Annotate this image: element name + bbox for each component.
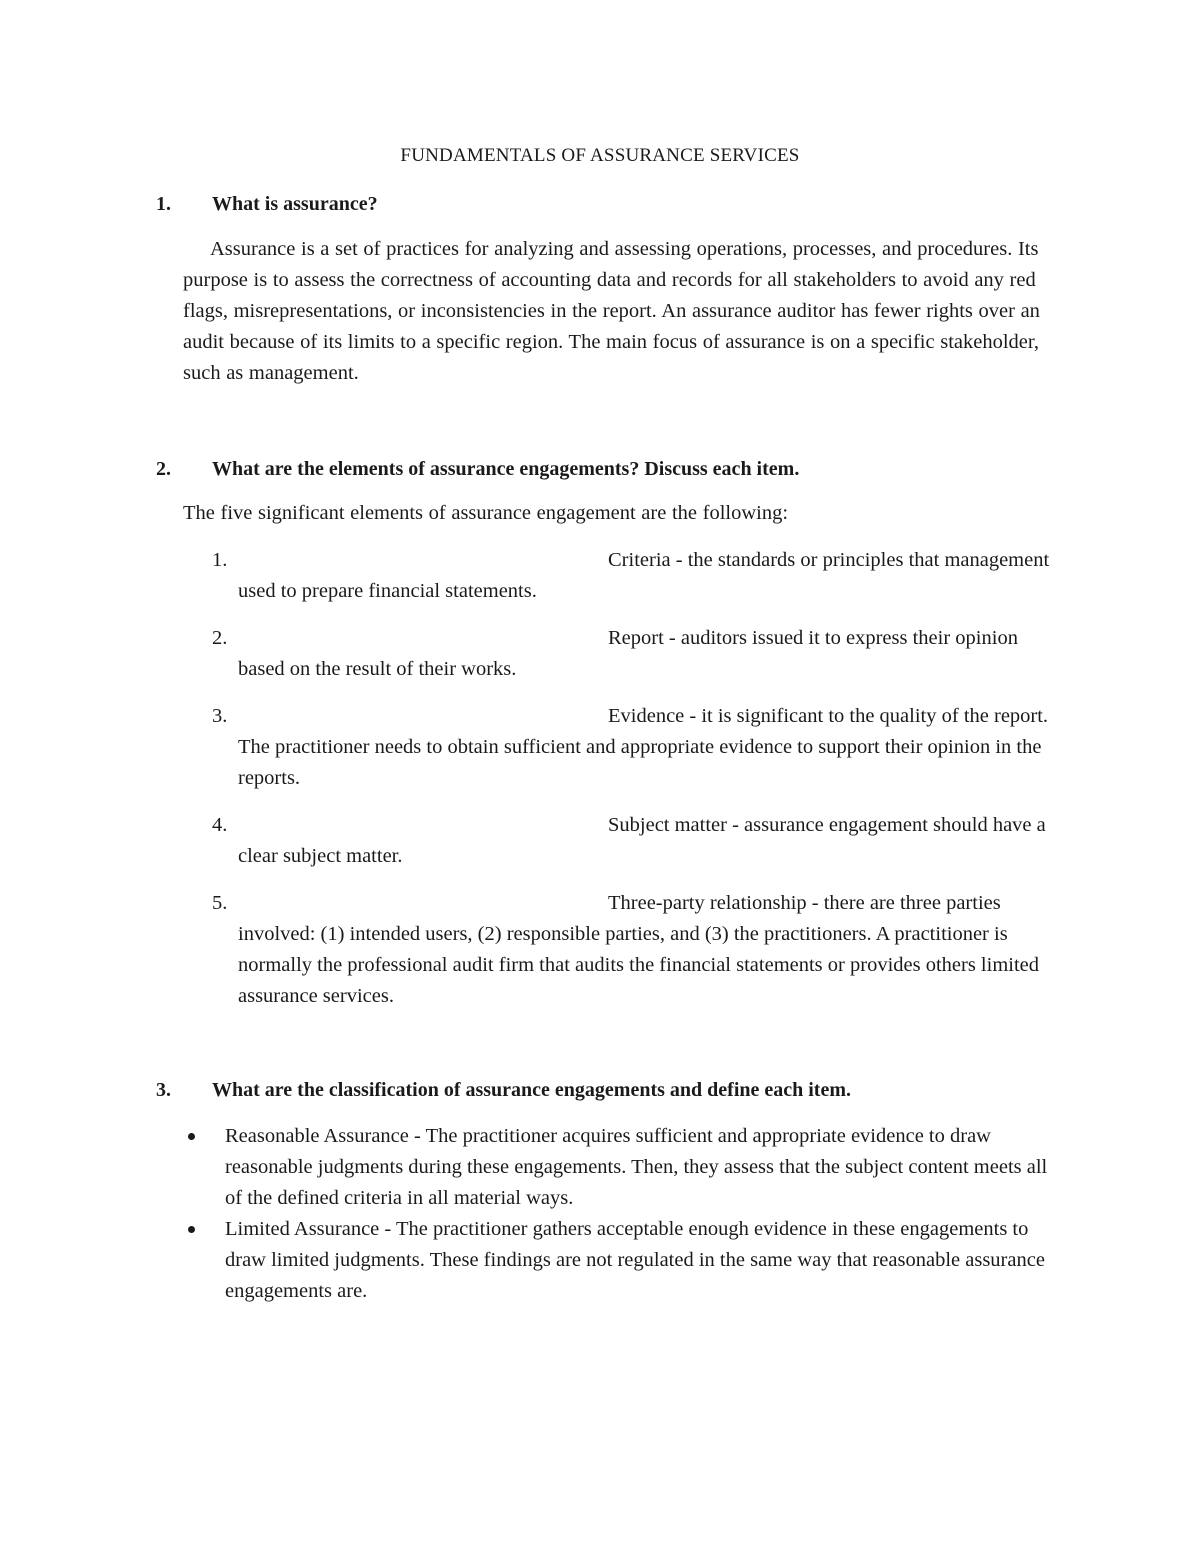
question-1-answer: Assurance is a set of practices for analyzing and assessing operations, processes, and procedures. Its purpose is to assess the correctness of accounting data and records for all stakeholders to avoid any red flags, misrepresentations, or inconsistencies in the report. An assurance auditor has fewer rights over an audit because of its limits to a specific region. The main focus of assurance is on a specific stakeholder, such as management. [183, 238, 1040, 384]
question-text: What are the elements of assurance engagements? Discuss each item. [212, 458, 800, 480]
element-number: 3. [212, 705, 228, 727]
question-1-heading [156, 190, 378, 218]
element-text: Three-party relationship - there are three parties involved: (1) intended users, (2) responsible parties, and (3) the practitioners. A practitioner is normally the professional audit firm that audits the financial statements or provides others limited assurance services. [238, 892, 1040, 1007]
question-2-intro: The five significant elements of assurance engagement are the following: [183, 502, 789, 524]
bullet-icon [188, 1133, 195, 1140]
bullet-icon [188, 1226, 195, 1233]
question-number: 2. [156, 458, 171, 480]
element-number: 5. [212, 892, 228, 914]
page-title: FUNDAMENTALS OF ASSURANCE SERVICES [400, 145, 800, 166]
question-text: What is assurance? [212, 193, 378, 215]
bullet-text: Reasonable Assurance - The practitioner acquires sufficient and appropriate evidence to draw reasonable judgments during these engagements. Then, they assess that the subject content meets all of the defined criteria in all material ways. [225, 1125, 1048, 1209]
element-text: Criteria - the standards or principles that management used to prepare financial statements. [238, 549, 1050, 602]
element-number: 1. [212, 549, 228, 571]
question-number: 3. [156, 1079, 171, 1101]
element-number: 4. [212, 814, 228, 836]
bullet-text: Limited Assurance - The practitioner gathers acceptable enough evidence in these engagements to draw limited judgments. These findings are not regulated in the same way that reasonable assurance engagements are. [225, 1218, 1045, 1302]
element-number: 2. [212, 627, 228, 649]
question-2-heading [156, 455, 799, 483]
question-3-heading [156, 1076, 851, 1104]
element-text: Subject matter - assurance engagement should have a clear subject matter. [238, 814, 1046, 867]
question-text: What are the classification of assurance engagements and define each item. [212, 1079, 852, 1101]
element-text: Evidence - it is significant to the quality of the report. The practitioner needs to obtain sufficient and appropriate evidence to support their opinion in the reports. [238, 705, 1049, 789]
element-text: Report - auditors issued it to express their opinion based on the result of their works. [238, 627, 1018, 680]
question-number: 1. [156, 193, 171, 215]
